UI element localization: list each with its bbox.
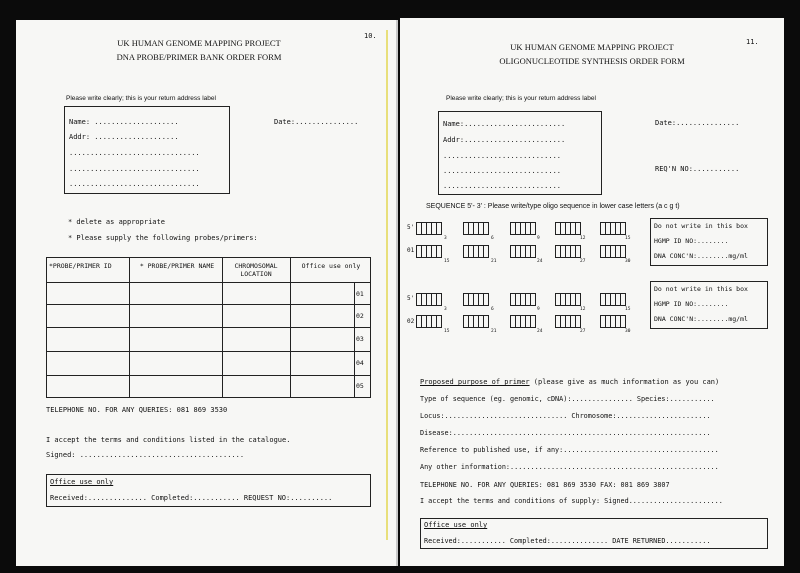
- address-line[interactable]: ............................: [443, 167, 562, 175]
- hgmp-id-field: HGMP ID NO:........: [654, 237, 729, 245]
- position-tick: 21: [491, 329, 497, 334]
- position-tick: 15: [444, 329, 450, 334]
- delete-note: * delete as appropriate: [68, 218, 165, 226]
- position-tick: 15: [625, 307, 631, 312]
- oligo-number: 02: [407, 318, 415, 325]
- right-page: [400, 18, 784, 566]
- form-subtitle: DNA PROBE/PRIMER BANK ORDER FORM: [116, 52, 282, 62]
- do-not-write-label: Do not write in this box: [654, 222, 748, 230]
- hgmp-id-field: HGMP ID NO:........: [654, 300, 729, 308]
- position-tick: 12: [580, 307, 586, 312]
- page-number: 11.: [746, 38, 759, 46]
- address-label-caption: Please write clearly; this is your return address label: [66, 95, 216, 102]
- row-number: 02: [356, 312, 364, 320]
- requisition-number-field[interactable]: REQ'N NO:...........: [655, 165, 740, 173]
- oligo-number: 01: [407, 247, 415, 254]
- supply-note: * Please supply the following probes/primers:: [68, 234, 258, 242]
- position-tick: 9: [537, 307, 540, 312]
- sequence-heading: SEQUENCE 5'- 3' : Please write/type oligo sequence in lower case letters (a c g t): [426, 203, 680, 210]
- position-tick: 30: [625, 259, 631, 264]
- accept-terms-signed[interactable]: I accept the terms and conditions of supply: Signed.......................: [420, 497, 723, 505]
- position-tick: 15: [444, 259, 450, 264]
- position-tick: 15: [625, 236, 631, 241]
- column-header-probe-name: * PROBE/PRIMER NAME: [139, 262, 215, 270]
- addr-field[interactable]: Addr:........................: [443, 136, 566, 144]
- position-tick: 24: [537, 329, 543, 334]
- address-line[interactable]: ...............................: [69, 180, 200, 188]
- address-line[interactable]: ............................: [443, 182, 562, 190]
- left-page: [16, 20, 398, 566]
- address-label-caption: Please write clearly; this is your return address label: [446, 95, 596, 102]
- disease-field[interactable]: Disease:...............................................................: [420, 429, 711, 437]
- name-field[interactable]: Name:........................: [443, 120, 566, 128]
- reference-field[interactable]: Reference to published use, if any:......................................: [420, 446, 719, 454]
- form-subtitle: OLIGONUCLEOTIDE SYNTHESIS ORDER FORM: [499, 56, 685, 66]
- position-tick: 9: [537, 236, 540, 241]
- locus-field[interactable]: Locus:.............................. Chromosome:.......................: [420, 412, 711, 420]
- form-title: UK HUMAN GENOME MAPPING PROJECT: [117, 38, 281, 48]
- position-tick: 21: [491, 259, 497, 264]
- address-line[interactable]: ...............................: [69, 165, 200, 173]
- purpose-heading: [420, 378, 719, 386]
- row-number: 01: [356, 290, 364, 298]
- address-line[interactable]: ...............................: [69, 149, 200, 157]
- column-header-chromosomal-location: CHROMOSOMAL LOCATION: [234, 262, 278, 278]
- office-received-line: Received:.............. Completed:........... REQUEST NO:..........: [50, 494, 333, 502]
- office-use-heading: Office use only: [50, 478, 114, 486]
- other-info-field[interactable]: Any other information:...................................................: [420, 463, 719, 471]
- position-tick: 3: [444, 307, 447, 312]
- row-number: 03: [356, 335, 364, 343]
- five-prime-label: 5': [407, 295, 415, 302]
- accept-terms: I accept the terms and conditions listed in the catalogue.: [46, 436, 291, 444]
- column-header-probe-id: *PROBE/PRIMER ID: [49, 262, 112, 270]
- five-prime-label: 5': [407, 224, 415, 231]
- position-tick: 12: [580, 236, 586, 241]
- purpose-label: Proposed purpose of primer: [420, 378, 530, 386]
- do-not-write-label: Do not write in this box: [654, 285, 748, 293]
- position-tick: 27: [580, 259, 586, 264]
- position-tick: 27: [580, 329, 586, 334]
- addr-field[interactable]: Addr: ....................: [69, 133, 179, 141]
- sequence-type-field[interactable]: Type of sequence (eg. genomic, cDNA):............... Species:...........: [420, 395, 715, 403]
- column-header-office-use: Office use only: [301, 262, 361, 270]
- signature-field[interactable]: Signed: .......................................: [46, 451, 245, 459]
- position-tick: 24: [537, 259, 543, 264]
- office-received-line: Received:........... Completed:.............. DATE RETURNED...........: [424, 537, 711, 545]
- page-number: 10.: [364, 32, 377, 40]
- dna-conc-field: DNA CONC'N:........mg/ml: [654, 315, 748, 323]
- position-tick: 6: [491, 236, 494, 241]
- office-use-heading: Office use only: [424, 521, 488, 529]
- form-title: UK HUMAN GENOME MAPPING PROJECT: [510, 42, 674, 52]
- row-number: 04: [356, 359, 364, 367]
- position-tick: 30: [625, 329, 631, 334]
- spine-line: [386, 30, 388, 540]
- date-field[interactable]: Date:...............: [655, 119, 740, 127]
- purpose-instructions: (please give as much information as you can): [529, 378, 720, 386]
- position-tick: 6: [491, 307, 494, 312]
- telephone-line: TELEPHONE NO. FOR ANY QUERIES: 081 869 3530: [46, 406, 228, 414]
- position-tick: 3: [444, 236, 447, 241]
- date-field[interactable]: Date:...............: [274, 118, 359, 126]
- dna-conc-field: DNA CONC'N:........mg/ml: [654, 252, 748, 260]
- telephone-fax-line: TELEPHONE NO. FOR ANY QUERIES: 081 869 3530 FAX: 081 869 3807: [420, 481, 670, 489]
- address-line[interactable]: ............................: [443, 152, 562, 160]
- row-number: 05: [356, 382, 364, 390]
- name-field[interactable]: Name: ....................: [69, 118, 179, 126]
